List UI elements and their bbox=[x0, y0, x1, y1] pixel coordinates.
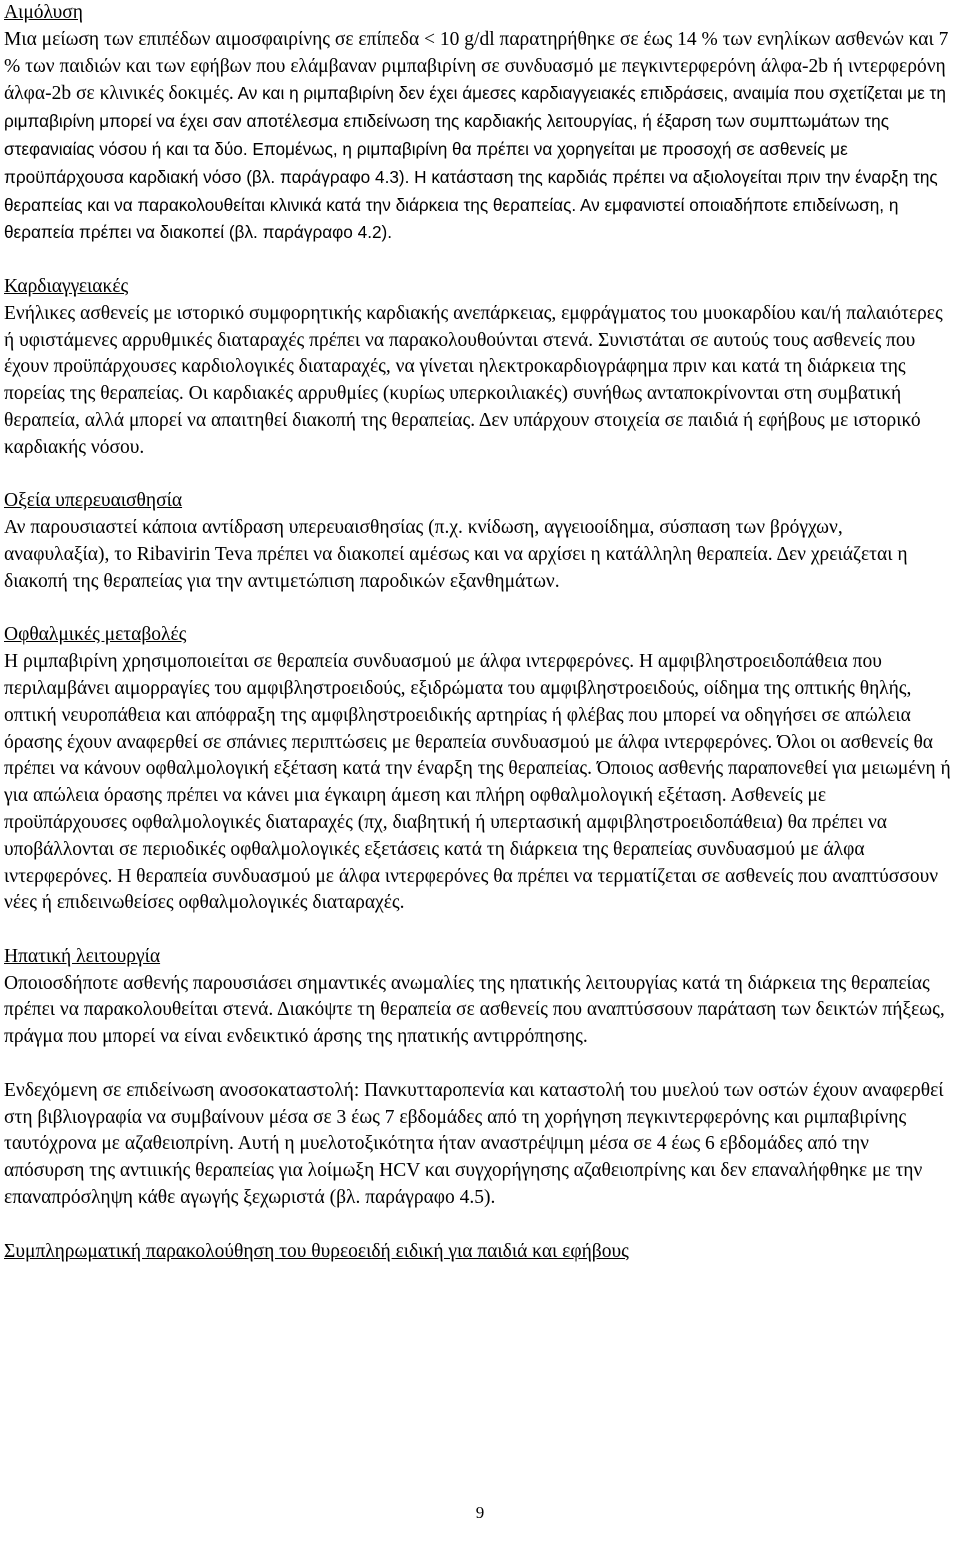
section-heading-hypersensitivity: Οξεία υπερευαισθησία bbox=[4, 490, 183, 512]
paragraph-cardiovascular: Ενήλικες ασθενείς με ιστορικό συμφορητικής καρδιακής ανεπάρκειας, εμφράγματος του μυοκαρδίου και/ή παλαιότερες ή υφιστάμενες αρρυθμικές διαταραχές πρέπει να παρακολουθούνται στενά. Συνιστάται σε αυτούς τους ασθενείς που έχουν προϋπάρχουσες καρδιολογικές διαταραχές, να γίνεται ηλεκτροκαρδιογράφημα πριν και κατά τη διάρκεια της πορείας της θεραπείας. Οι καρδιακές αρρυθμίες (κυρίως υπερκοιλιακές) συνήθως ανταποκρίνονται στη συμβατική θεραπεία, αλλά μπορεί να απαιτηθεί διακοπή της θεραπείας. Δεν υπάρχουν στοιχεία σε παιδιά ή εφήβους με ιστορικό καρδιακής νόσου. bbox=[4, 302, 943, 458]
page-number: 9 bbox=[475, 1503, 485, 1522]
spacer bbox=[4, 917, 952, 944]
paragraph-hemolysis-sans-text: Αν και η ριμπαβιρίνη δεν έχει άμεσες καρδιαγγειακές επιδράσεις, αναιμία που σχετίζεται με τη ριμπαβιρίνη μπορεί να έχει σαν αποτέλεσμα επιδείνωση της καρδιακής λειτουργίας, ή έξαρση των συμπτωμάτων της στεφανιαίας νόσου ή και τα δύο. Επομένως, η ριμπαβιρίνη θα πρέπει να χορηγείται με προσοχή σε ασθενείς με προϋπάρχουσα καρδιακή νόσο (βλ. παράγραφο 4.3). Η κατάσταση της καρδιάς πρέπει να αξιολογείται πριν την έναρξη της θεραπείας και να παρακολουθείται κλινικά κατά την διάρκεια της θεραπείας. Αν εμφανιστεί οποιαδήποτε επιδείνωση, η θεραπεία πρέπει να διακοπεί (βλ. παράγραφο 4.2). bbox=[4, 83, 946, 243]
section-heading-ocular: Οφθαλμικές μεταβολές bbox=[4, 624, 187, 646]
paragraph-hemolysis-serif-text: Μια μείωση των επιπέδων αιμοσφαιρίνης σε επίπεδα < 10 g/dl παρατηρήθηκε σε έως 14 % των ενηλίκων ασθενών και 7 % των παιδιών και των εφήβων που ελάμβαναν ριμπαβιρίνη σε συνδυασμό με πεγκιντερφερόνη άλφα-2b ή ιντερφερόνη άλφα-2b σε κλινικές δοκιμές. bbox=[4, 28, 949, 105]
paragraph-hypersensitivity: Αν παρουσιαστεί κάποια αντίδραση υπερευαισθησίας (π.χ. κνίδωση, αγγειοοίδημα, σύσπαση των βρόγχων, αναφυλαξία), το Ribavirin Teva πρέπει να διακοπεί αμέσως και να αρχίσει η κατάλληλη θεραπεία. Δεν χρειάζεται η διακοπή της θεραπείας για την αντιμετώπιση παροδικών εξανθημάτων. bbox=[4, 517, 908, 592]
section-heading-cardiovascular: Καρδιαγγειακές bbox=[4, 275, 129, 297]
spacer bbox=[4, 596, 952, 623]
spacer bbox=[4, 1051, 952, 1078]
spacer bbox=[4, 1212, 952, 1239]
document-page bbox=[4, 0, 952, 1265]
paragraph-hemolysis bbox=[4, 27, 952, 247]
paragraph-ocular: Η ριμπαβιρίνη χρησιμοποιείται σε θεραπεία συνδυασμού με άλφα ιντερφερόνες. Η αμφιβληστροειδοπάθεια που περιλαμβάνει αιμορραγίες του αμφιβληστροειδούς, εξιδρώματα του αμφιβληστροειδούς, οίδημα της οπτικής θηλής, οπτική νευροπάθεια και απόφραξη της αμφιβληστροειδικής αρτηρίας ή φλέβας που μπορεί να οδηγήσει σε απώλεια όρασης έχουν αναφερθεί σε σπάνιες περιπτώσεις με θεραπεία συνδυασμού με άλφα ιντερφερόνες. Όλοι οι ασθενείς θα πρέπει να κάνουν οφθαλμολογική εξέταση κατά την έναρξη της θεραπείας. Όποιος ασθενής παραπονεθεί για μειωμένη ή για απώλεια όρασης πρέπει να κάνει μια έγκαιρη άμεση και πλήρη οφθαλμολογική εξέταση. Ασθενείς με προϋπάρχουσες οφθαλμολογικές διαταραχές (πχ, διαβητική ή υπερτασική αμφιβληστροειδοπάθεια) θα πρέπει να υποβάλλονται σε περιοδικές οφθαλμολογικές εξετάσεις κατά τη διάρκεια της θεραπείας συνδυασμού με άλφα ιντερφερόνες. Η θεραπεία συνδυασμού με άλφα ιντερφερόνες θα πρέπει να τερματίζεται σε ασθενείς που αναπτύσσουν νέες ή επιδεινωθείσες οφθαλμολογικές διαταραχές. bbox=[4, 651, 951, 914]
section-heading-thyroid: Συμπληρωματική παρακολούθηση του θυρεοειδή ειδική για παιδιά και εφήβους bbox=[4, 1240, 629, 1262]
section-heading-hemolysis: Αιμόλυση bbox=[4, 2, 83, 23]
spacer bbox=[4, 462, 952, 489]
paragraph-immunosuppression: Ενδεχόμενη σε επιδείνωση ανοσοκαταστολή: Πανκυτταροπενία και καταστολή του μυελού των οστών έχουν αναφερθεί στη βιβλιογραφία να συμβαίνουν μέσα σε 3 έως 7 εβδομάδες από τη χορήγηση πεγκιντερφερόνης και ριμπαβιρίνης ταυτόχρονα με αζαθειοπρίνη. Αυτή η μυελοτοξικότητα ήταν αναστρέψιμη μέσα σε 4 έως 6 εβδομάδες από την απόσυρση της αντιιικής θεραπείας για λοίμωξη HCV και συγχορήγησης αζαθειοπρίνης και δεν επαναλήφθηκε με την επαναπρόσληψη κάθε αγωγής ξεχωριστά (βλ. παράγραφο 4.5). bbox=[4, 1079, 944, 1209]
paragraph-hepatic: Οποιοσδήποτε ασθενής παρουσιάσει σημαντικές ανωμαλίες της ηπατικής λειτουργίας κατά τη διάρκεια της θεραπείας πρέπει να παρακολουθείται στενά. Διακόψτε τη θεραπεία σε ασθενείς που αναπτύσσουν παράταση των δεικτών πήξεως, πράγμα που μπορεί να είναι ενδεικτικό άρσης της ηπατικής αντιρρόπησης. bbox=[4, 972, 945, 1048]
section-heading-hepatic: Ηπατική λειτουργία bbox=[4, 945, 161, 967]
